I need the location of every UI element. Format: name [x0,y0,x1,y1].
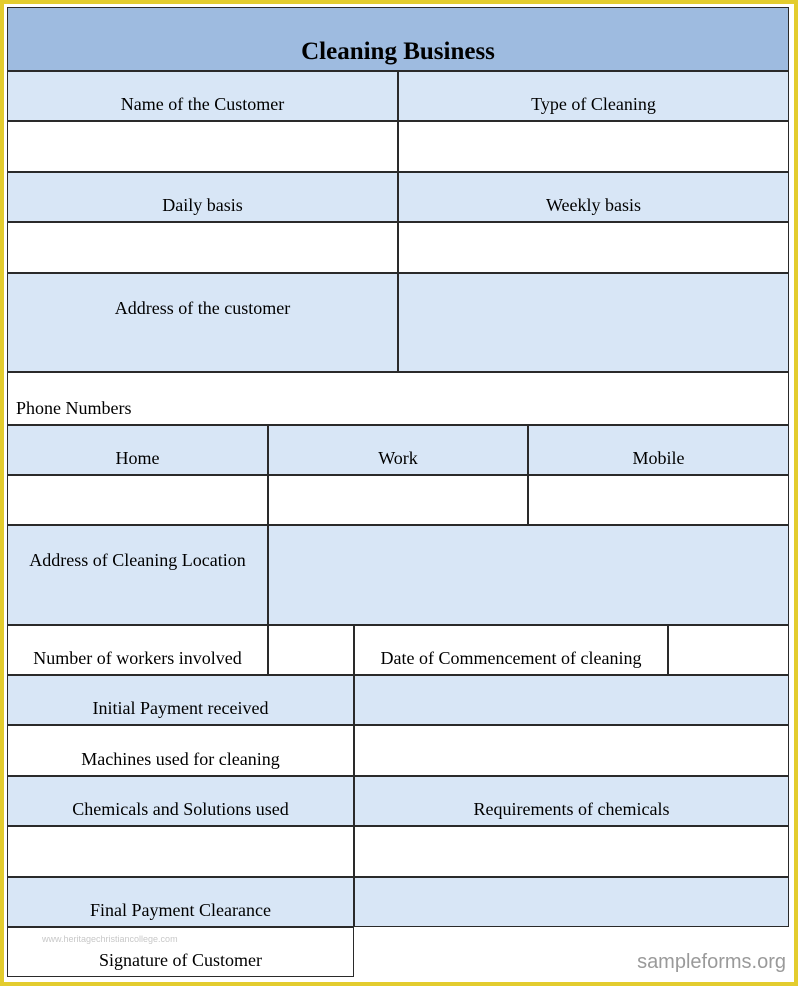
commencement-date-field[interactable] [668,625,789,675]
weekly-basis-field[interactable] [398,222,789,273]
cleaning-location-label: Address of Cleaning Location [7,525,268,625]
work-phone-label: Work [268,425,528,475]
chemical-requirements-label: Requirements of chemicals [354,776,789,826]
row-phone-heading [7,372,789,425]
initial-payment-field[interactable] [354,675,789,725]
sampleforms-watermark: sampleforms.org [637,951,786,973]
customer-address-field[interactable] [398,273,789,372]
cleaning-location-field[interactable] [268,525,789,625]
workers-involved-field[interactable] [268,625,354,675]
row-workers-commencement [7,625,789,675]
row-name-type-labels [7,71,789,121]
home-phone-label: Home [7,425,268,475]
machines-used-field[interactable] [354,725,789,776]
mobile-phone-field[interactable] [528,475,789,525]
row-initial-payment [7,675,789,725]
row-basis-inputs [7,222,789,273]
chemicals-used-label: Chemicals and Solutions used [7,776,354,826]
workers-involved-label: Number of workers involved [7,625,268,675]
daily-basis-field[interactable] [7,222,398,273]
cleaning-type-label: Type of Cleaning [398,71,789,121]
row-cleaning-location [7,525,789,625]
weekly-basis-label: Weekly basis [398,172,789,222]
row-customer-address [7,273,789,372]
row-machines [7,725,789,776]
cleaning-type-field[interactable] [398,121,789,172]
commencement-date-label: Date of Commencement of cleaning [354,625,668,675]
row-phone-labels [7,425,789,475]
final-payment-field[interactable] [354,877,789,927]
row-phone-inputs [7,475,789,525]
final-payment-label: Final Payment Clearance [7,877,354,927]
home-phone-field[interactable] [7,475,268,525]
cleaning-business-form [7,7,789,977]
row-name-type-inputs [7,121,789,172]
signature-label: Signature of Customer [7,927,354,977]
customer-address-label: Address of the customer [7,273,398,372]
customer-name-label: Name of the Customer [7,71,398,121]
chemicals-used-field[interactable] [7,826,354,877]
phone-numbers-heading: Phone Numbers [7,372,789,425]
machines-used-label: Machines used for cleaning [7,725,354,776]
row-chemicals-inputs [7,826,789,877]
mobile-phone-label: Mobile [528,425,789,475]
row-final-payment [7,877,789,927]
row-basis-labels [7,172,789,222]
customer-name-field[interactable] [7,121,398,172]
daily-basis-label: Daily basis [7,172,398,222]
initial-payment-label: Initial Payment received [7,675,354,725]
row-chemicals-labels [7,776,789,826]
form-title: Cleaning Business [7,7,789,71]
chemical-requirements-field[interactable] [354,826,789,877]
faint-watermark-text: www.heritagechristiancollege.com [42,934,178,944]
work-phone-field[interactable] [268,475,528,525]
